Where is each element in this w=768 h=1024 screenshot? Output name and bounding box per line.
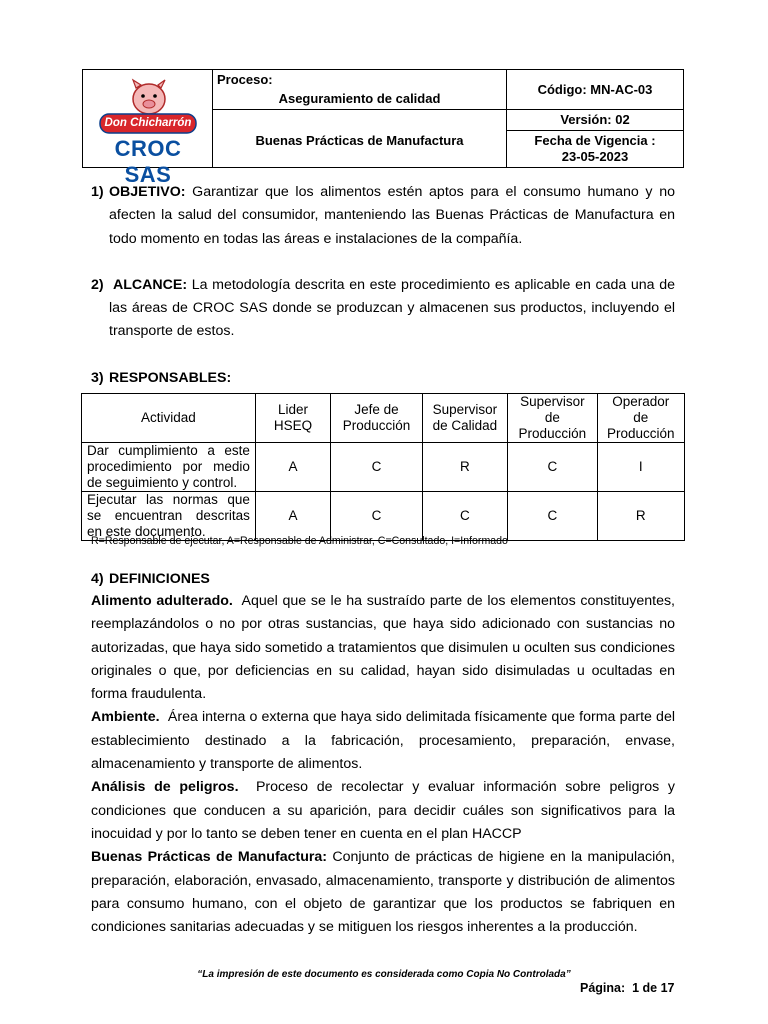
definition-line: establecimiento destinado a la fabricación, procesamiento, preparación, envase, [91,732,675,749]
definition-line: Análisis de peligros. Proceso de recolectar y evaluar información sobre peligros y [91,779,675,796]
effective-date-label: Fecha de Vigencia : [534,133,656,148]
activity-cell: Ejecutar las normas que se encuentran descritas en este documento. [82,492,256,541]
role-cell: C [422,492,507,541]
company-logo [89,74,207,187]
copy-notice: “La impresión de este documento es considerada como Copia No Controlada” [197,969,571,980]
definition-term: Buenas Prácticas de Manufactura: [91,849,328,866]
objetivo-heading: OBJETIVO: [109,184,186,200]
definiciones-heading: DEFINICIONES [109,571,210,587]
alcance-line: transporte de estos. [109,323,235,340]
page-number [580,981,675,995]
objetivo-section [109,181,675,251]
definition-line: autorizadas, que haya sido sometido a tratamientos que disimulen u oculten sus condiciones [91,639,675,656]
definition-line: originales o que, por deficiencias en su calidad, hayan sido disimuladas u ocultadas en [91,662,675,679]
definition-line: Alimento adulterado. Aquel que se le ha sustraído parte de los elementos constituyentes, [91,593,675,609]
objetivo-text: Garantizar que los alimentos estén aptos para el consumo humano y no [192,184,675,200]
role-cell: C [508,492,597,541]
column-header: Supervisor de Producción [508,394,597,443]
alcance-line [113,274,675,297]
document-title: Buenas Prácticas de Manufactura [255,133,464,148]
alcance-text: La metodología descrita en este procedimiento es aplicable en cada una de [191,277,675,293]
column-header: Supervisor de Calidad [422,394,507,443]
responsables-legend: R=Responsable de ejecutar, A=Responsable de Administrar, C=Consultado, I=Informado [91,535,508,547]
logo-brand-text: Don Chicharrón [104,117,192,129]
definition-line: condiciones sanitarias adecuadas y se mitiguen los riesgos inherentes a la producción. [91,919,638,936]
header-divider [212,109,683,110]
header-divider [506,130,683,131]
definition-line: preparación, elaboración, envasado, almacenamiento, transporte y distribución de alimentos [91,872,675,889]
section-number: 2) [91,277,104,293]
objetivo-line: todo momento en todas las áreas e instalaciones de la compañía. [109,230,523,247]
page-label: Página: [580,981,626,995]
section-number: 4) [91,571,104,587]
section-number: 3) [91,370,104,386]
responsables-table [81,393,685,541]
definition-line: condiciones que conducen a su aparición, para decidir cuáles son significativos para la [91,802,675,819]
role-cell: I [597,443,684,492]
role-cell: R [597,492,684,541]
section-number: 1) [91,184,104,200]
definition-line: almacenamiento y transporte de alimentos. [91,756,363,773]
objetivo-line: afecten la salud del consumidor, manteniendo las Buenas Prácticas de Manufactura en [109,207,675,224]
role-cell: C [331,443,422,492]
definition-line: Ambiente. Área interna o externa que haya sido delimitada físicamente que forma parte del [91,709,675,726]
document-version: Versión: 02 [560,112,630,127]
alcance-section-cont [109,297,675,344]
objetivo-line [109,181,675,204]
alcance-heading: ALCANCE: [113,277,188,293]
column-header: Operador de Producción [597,394,684,443]
effective-date-value: 23-05-2023 [561,149,629,164]
definition-term: Ambiente. [91,709,160,726]
definiciones-list [91,590,675,939]
definition-term: Análisis de peligros. [91,779,239,796]
logo-company-text: CROC SAS [114,136,182,187]
definition-line: forma fraudulenta. [91,686,207,703]
column-header: Lider HSEQ [255,394,330,443]
table-row [82,492,685,541]
role-cell: R [422,443,507,492]
role-cell: C [331,492,422,541]
role-cell: A [255,492,330,541]
definition-line: Buenas Prácticas de Manufactura: Conjunto de prácticas de higiene en la manipulación, [91,849,675,866]
proceso-label: Proceso: [217,72,273,87]
proceso-value: Aseguramiento de calidad [278,91,441,106]
role-cell: A [255,443,330,492]
table-header-row [82,394,685,443]
activity-cell: Dar cumplimiento a este procedimiento por medio de seguimiento y control. [82,443,256,492]
alcance-section [113,274,675,297]
document-code: Código: MN-AC-03 [537,82,653,97]
alcance-line: las áreas de CROC SAS donde se produzcan y almacenen sus productos, incluyendo el [109,300,675,316]
role-cell: C [508,443,597,492]
document-header [82,69,684,187]
table-row [82,443,685,492]
page-value: 1 de 17 [632,981,675,995]
definition-term: Alimento adulterado. [91,593,233,609]
definition-line: inocuidad y por lo tanto se deben tener en cuenta en el plan HACCP [91,825,522,842]
responsables-heading: RESPONSABLES: [109,370,232,386]
column-header: Actividad [82,394,256,443]
definition-line: reemplazándolos o no por otras sustancias, que haya sido adicionado con sustancias no [91,616,675,633]
definition-line: para consumo humano, con el objeto de garantizar que los productos se fabriquen en [91,895,675,912]
column-header: Jefe de Producción [331,394,422,443]
header-divider [212,70,213,167]
